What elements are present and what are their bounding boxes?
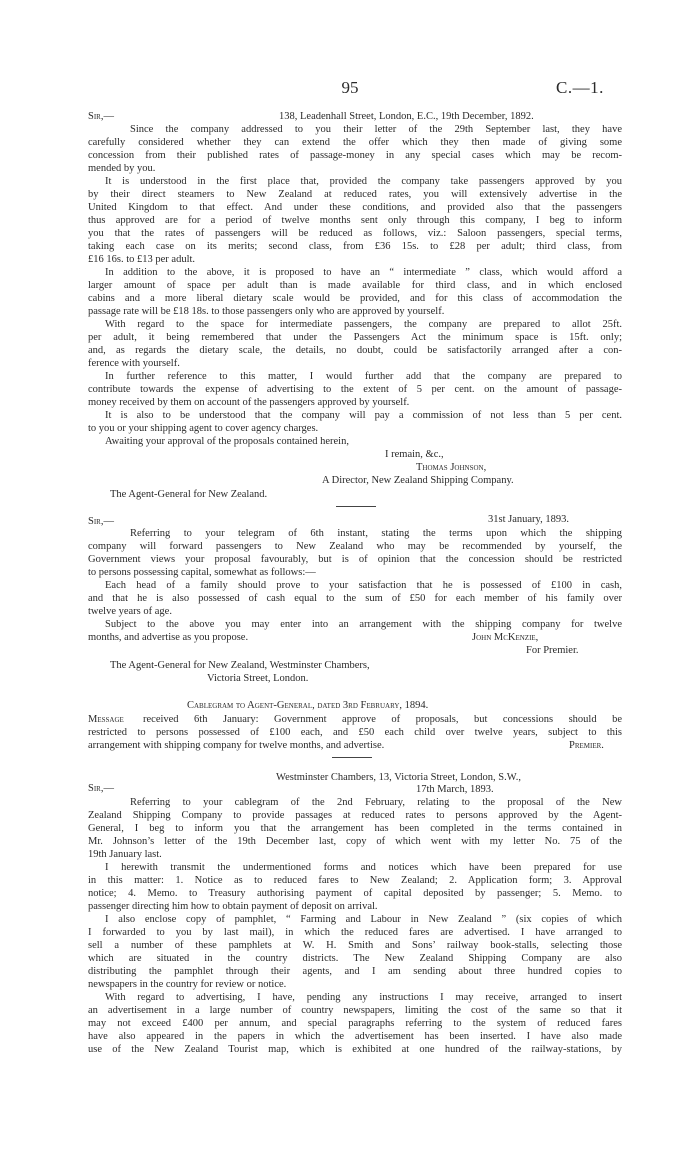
text-line: use of the New Zealand Tourist map, which is exhibited at one hundred of the railway-stations, by (88, 1044, 622, 1055)
text-line: carefully considered whether they can extend the offer which they then made of giving some (88, 137, 622, 148)
text-line: distributing the pamphlet through their agents, and I am sending about three hundred copies to (88, 966, 622, 977)
text-line: Government views your proposal favourably, but is of opinion that the concession should be restricted (88, 554, 622, 565)
letter1-signatory: Thomas Johnson, (416, 462, 487, 473)
cablegram-last-line: arrangement with shipping company for twelve months, and advertise. (88, 740, 385, 751)
page-number: 95 (341, 78, 359, 97)
text-line: In further reference to this matter, I would further add that the company are prepared to (105, 371, 622, 382)
text-line: With regard to advertising, I have, pending any instructions I may receive, arranged to insert (105, 992, 622, 1003)
letter2-signatory-title: For Premier. (526, 645, 579, 656)
letter2-addressee-line2: Victoria Street, London. (207, 673, 309, 684)
text-line: mended by you. (88, 163, 156, 174)
text-line: passenger directing him how to obtain payment of deposit on arrival. (88, 901, 378, 912)
letter2-signatory: John McKenzie, (472, 632, 539, 643)
text-line: by their direct steamers to New Zealand at reduced rates, you will extensively advertise in the (88, 189, 622, 200)
text-line: Each head of a family should prove to your satisfaction that he is possessed of £100 in cash, (105, 580, 622, 591)
letter1-signatory-title: A Director, New Zealand Shipping Company. (322, 475, 514, 486)
letter1-addressee: The Agent-General for New Zealand. (110, 489, 268, 500)
text-line: Since the company addressed to you their letter of the 29th September last, they have (130, 124, 622, 135)
letter3-salutation: Sir,— (88, 783, 114, 794)
letter2-last-line: months, and advertise as you propose. (88, 632, 249, 643)
text-line: 19th January last. (88, 849, 162, 860)
text-line: notice; 4. Memo. to Treasury authorising payment of capital deposited by passenger; 5. Memo. to (88, 888, 622, 899)
text-line: In addition to the above, it is proposed to have an “ intermediate ” class, which would afford a (105, 267, 622, 278)
text-line: contribute towards the expense of advertising to the extent of 5 per cent. on the amount of passage- (88, 384, 622, 395)
text-line: twelve years of age. (88, 606, 172, 617)
text-line: Referring to your cablegram of the 2nd February, relating to the proposal of the New (130, 797, 622, 808)
text-line: in this matter: 1. Notice as to reduced fares to New Zealand; 2. Application form; 3. Approval (88, 875, 622, 886)
text-line: money received by them on account of the passengers approved by yourself. (88, 397, 410, 408)
text-line: larger amount of space per adult than is made available for third class, and in which enclosed (88, 280, 622, 291)
text-line: to you or your shipping agent to cover agency charges. (88, 423, 319, 434)
text-line: Awaiting your approval of the proposals contained herein, (105, 436, 349, 447)
text-line: have also appeared in the papers in which the advertisement has been inserted. I have also made (88, 1031, 622, 1042)
text-line: With regard to the space for intermediate passengers, the company are prepared to allot 25ft. (105, 319, 622, 330)
text-line: received 6th January: Government approve of proposals, but concessions should be (143, 714, 622, 725)
text-line: per adult, it being remembered that under the Passengers Act the minimum space is 15ft. only; (88, 332, 622, 343)
cablegram-signatory: Premier. (569, 740, 604, 751)
text-line: an advertisement in a large number of country newspapers, limiting the cost of the same so that it (88, 1005, 622, 1016)
letter1-address-date: 138, Leadenhall Street, London, E.C., 19th December, 1892. (279, 111, 534, 122)
text-line: restricted to persons possessed of £100 each, and £50 each child over twelve years, subject to this (88, 727, 622, 738)
text-line: which are situated in the country districts. The New Zealand Shipping Company are also (88, 953, 622, 964)
text-line: cabins and a more liberal dietary scale would be provided, and for this class of accommodation the (88, 293, 622, 304)
text-line: company will forward passengers to New Zealand who may be recommended by yourself, the (88, 541, 622, 552)
letter3-date: 17th March, 1893. (416, 784, 494, 795)
text-line: ference with yourself. (88, 358, 180, 369)
text-line: taking each case on its merits; second class, from £36 15s. to £28 per adult; third class, from (88, 241, 622, 252)
text-line: Mr. Johnson’s letter of the 19th December last, copy of which went with my letter No. 75 of the (88, 836, 622, 847)
document-reference: C.—1. (556, 78, 604, 97)
text-line: It is understood in the first place that, provided the company take passengers approved by you (105, 176, 622, 187)
text-line: thus approved are for a period of twelve months sent only through this company, I beg to inform (88, 215, 622, 226)
text-line: newspapers in the country for review or notice. (88, 979, 287, 990)
text-line: and that he is also possessed of cash equal to the sum of £50 for each member of his family over (88, 593, 622, 604)
text-line: It is also to be understood that the company will pay a commission of not less than 5 per cent. (105, 410, 622, 421)
text-line: passage rate will be £18 18s. to those passengers only who are approved by yourself. (88, 306, 445, 317)
text-line: to persons possessing capital, somewhat as follows:— (88, 567, 316, 578)
text-line: I forwarded to you by last mail), in which the reduced fares are advertised. I have arranged to (88, 927, 622, 938)
text-line: you that the rates of passengers will be reduced as follows, viz.: Saloon passengers, special terms, (88, 228, 622, 239)
letter2-salutation: Sir,— (88, 516, 114, 527)
cablegram-lead: Message (88, 714, 124, 725)
letter2-addressee-line1: The Agent-General for New Zealand, Westminster Chambers, (110, 660, 370, 671)
text-line: I also enclose copy of pamphlet, “ Farming and Labour in New Zealand ” (six copies of which (105, 914, 622, 925)
cablegram-heading: Cablegram to Agent-General, dated 3rd February, 1894. (187, 700, 429, 711)
letter1-closing: I remain, &c., (385, 449, 444, 460)
text-line: Zealand Shipping Company to provide passages at reduced rates to persons approved by the Agent- (88, 810, 622, 821)
text-line: concession from their published rates of passage-money in any special cases which may be recom- (88, 150, 622, 161)
text-line: and, as regards the dietary scale, the details, no doubt, could be satisfactorily arranged after a con- (88, 345, 622, 356)
section-divider (332, 757, 372, 758)
text-line: Referring to your telegram of 6th instant, stating the terms upon which the shipping (130, 528, 622, 539)
section-divider (336, 506, 376, 507)
text-line: £16 16s. to £13 per adult. (88, 254, 196, 265)
text-line: Subject to the above you may enter into an arrangement with the shipping company for twelve (105, 619, 622, 630)
text-line: General, I beg to inform you that the arrangement has been completed in the terms contained in (88, 823, 622, 834)
letter2-date: 31st January, 1893. (488, 514, 569, 525)
text-line: sell a number of these pamphlets at W. H. Smith and Sons’ railway book-stalls, selecting those (88, 940, 622, 951)
letter3-address: Westminster Chambers, 13, Victoria Street, London, S.W., (276, 772, 521, 783)
text-line: I herewith transmit the undermentioned forms and notices which have been prepared for use (105, 862, 622, 873)
letter1-salutation: Sir,— (88, 111, 114, 122)
text-line: may not exceed £400 per annum, and special paragraphs referring to the system of reduced fares (88, 1018, 622, 1029)
text-line: United Kingdom to that effect. And under these conditions, and provided also that the passengers (88, 202, 622, 213)
